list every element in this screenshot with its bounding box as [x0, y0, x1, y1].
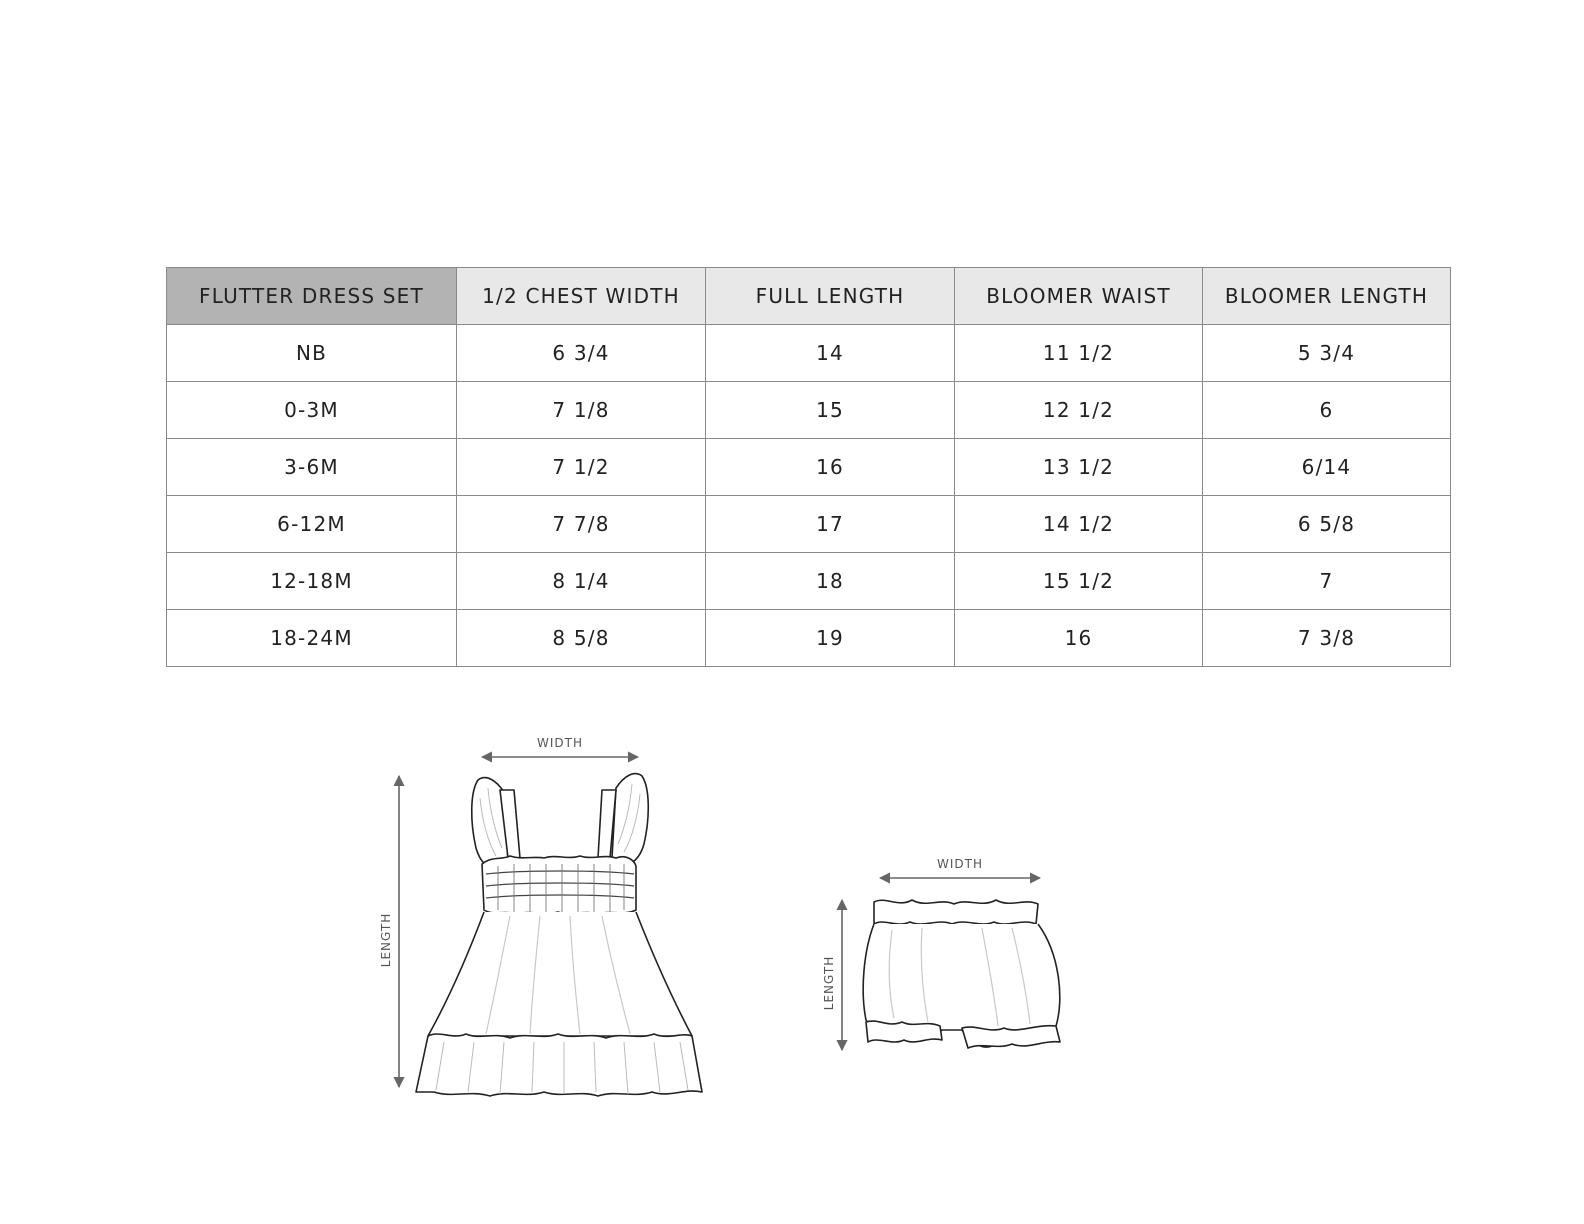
- bloomer-waist-cell: 13 1/2: [955, 439, 1203, 496]
- full-length-cell: 16: [706, 439, 955, 496]
- size-cell: 12-18M: [167, 553, 457, 610]
- size-cell: 6-12M: [167, 496, 457, 553]
- header-full-length: FULL LENGTH: [706, 268, 955, 325]
- chest-width-cell: 6 3/4: [457, 325, 706, 382]
- size-cell: 18-24M: [167, 610, 457, 667]
- full-length-cell: 17: [706, 496, 955, 553]
- chest-width-cell: 7 7/8: [457, 496, 706, 553]
- bloomer-illustration: [863, 900, 1060, 1048]
- dress-diagram: [370, 730, 720, 1120]
- bloomer-width-label: WIDTH: [937, 857, 983, 871]
- table-row: [167, 382, 1451, 439]
- bloomer-waist-cell: 16: [955, 610, 1203, 667]
- header-chest-width: 1/2 CHEST WIDTH: [457, 268, 706, 325]
- chest-width-cell: 8 1/4: [457, 553, 706, 610]
- bloomer-length-cell: 6: [1203, 382, 1451, 439]
- full-length-cell: 19: [706, 610, 955, 667]
- bloomer-waist-cell: 12 1/2: [955, 382, 1203, 439]
- header-row: [167, 268, 1451, 325]
- table-row: [167, 325, 1451, 382]
- header-bloomer-length: BLOOMER LENGTH: [1203, 268, 1451, 325]
- table-row: [167, 610, 1451, 667]
- dress-width-label: WIDTH: [537, 736, 583, 750]
- full-length-cell: 14: [706, 325, 955, 382]
- full-length-cell: 18: [706, 553, 955, 610]
- bloomer-diagram: [812, 850, 1072, 1070]
- dress-illustration: [416, 774, 702, 1096]
- table-row: [167, 553, 1451, 610]
- chest-width-cell: 7 1/8: [457, 382, 706, 439]
- bloomer-length-cell: 6 5/8: [1203, 496, 1451, 553]
- bloomer-waist-cell: 11 1/2: [955, 325, 1203, 382]
- table-row: [167, 496, 1451, 553]
- bloomer-length-cell: 7 3/8: [1203, 610, 1451, 667]
- bloomer-length-cell: 7: [1203, 553, 1451, 610]
- header-bloomer-waist: BLOOMER WAIST: [955, 268, 1203, 325]
- bloomer-waist-cell: 15 1/2: [955, 553, 1203, 610]
- size-cell: 3-6M: [167, 439, 457, 496]
- size-cell: NB: [167, 325, 457, 382]
- full-length-cell: 15: [706, 382, 955, 439]
- bloomer-length-cell: 5 3/4: [1203, 325, 1451, 382]
- bloomer-length-cell: 6/14: [1203, 439, 1451, 496]
- chest-width-cell: 7 1/2: [457, 439, 706, 496]
- bloomer-waist-cell: 14 1/2: [955, 496, 1203, 553]
- size-chart-table: [166, 267, 1451, 667]
- dress-length-label: LENGTH: [379, 912, 393, 968]
- chest-width-cell: 8 5/8: [457, 610, 706, 667]
- header-product-name: FLUTTER DRESS SET: [167, 268, 457, 325]
- table-row: [167, 439, 1451, 496]
- size-cell: 0-3M: [167, 382, 457, 439]
- bloomer-length-label: LENGTH: [822, 955, 836, 1011]
